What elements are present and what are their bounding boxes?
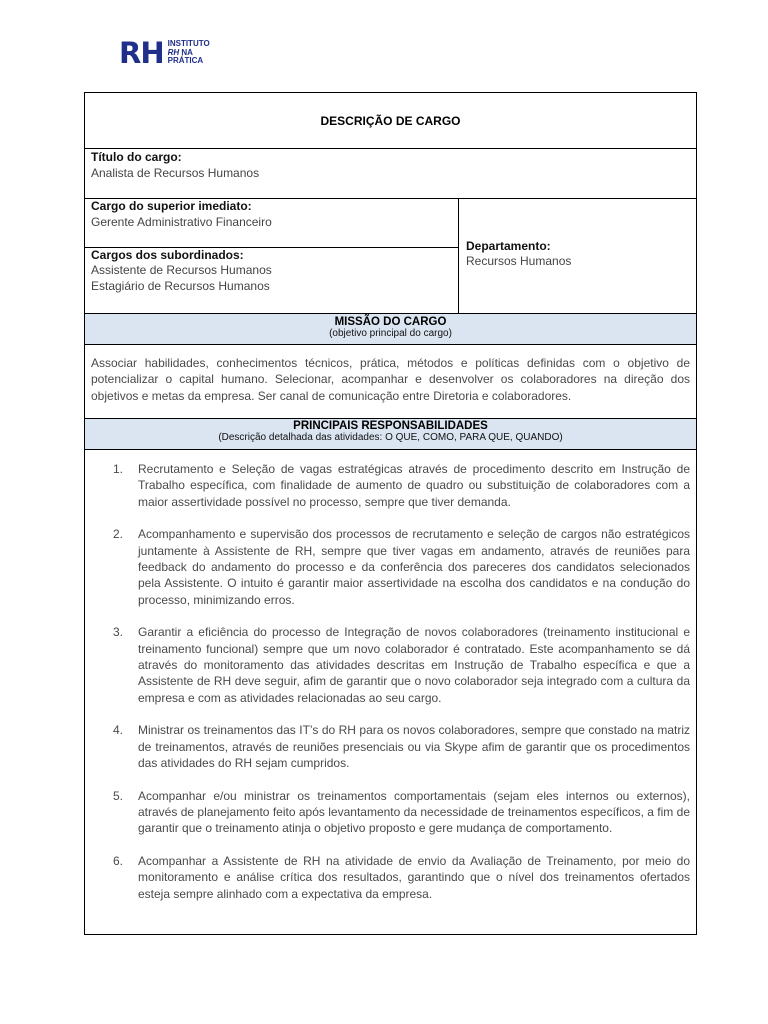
logo-wordmark: INSTITUTO RH NA PRÁTICA xyxy=(167,39,210,66)
department-label: Departamento: xyxy=(466,239,551,253)
list-item: 2. Acompanhamento e supervisão dos processos de recrutamento e seleção de cargos não estratégicos juntamente à Assistente de RH, sempre que tiver vagas em andamento, através de reuniões para feedback do andamento do processo e da conferência dos pareceres dos candidatos selecionados pela Assistente. O intuito é garantir maior assertividade na escolha dos candidatos e na condução do processo, minimizando erros. xyxy=(113,527,690,607)
job-title-label: Título do cargo: xyxy=(91,150,182,164)
list-item: 1. Recrutamento e Seleção de vagas estratégicas através de procedimento descrito em Instrução de Trabalho específica, com finalidade de aumento de quadro ou substituição de colaboradores com a maior assertividade possível no processo, sempre que tiver demanda. xyxy=(113,462,690,509)
list-item: 4. Ministrar os treinamentos das IT’s do RH para os novos colaboradores, sempre que constado na matriz de treinamentos, através de reuniões presenciais ou via Skype afim de garantir que os procedimentos das atividades do RH sejam cumpridos. xyxy=(113,723,690,771)
department-cell xyxy=(460,239,577,268)
subordinates-label: Cargos dos subordinados: xyxy=(91,248,244,262)
job-title-section xyxy=(85,149,696,199)
responsibilities-heading: PRINCIPAIS RESPONSABILIDADES xyxy=(293,420,488,432)
mission-heading: MISSÃO DO CARGO xyxy=(334,316,447,328)
mission-subheading: (objetivo principal do cargo) xyxy=(329,328,452,339)
superior-value: Gerente Administrativo Financeiro xyxy=(91,215,272,229)
list-item: 5. Acompanhar e/ou ministrar os treinamentos comportamentais (sejam eles internos ou externos), através de planejamento feito após levantamento da necessidade de treinamentos específicos, a fim de garantir que o treinamento atinja o objetivo proposto e gere mudança de comportamento. xyxy=(113,788,690,836)
responsibilities-section xyxy=(85,450,696,934)
responsibilities-subheading: (Descrição detalhada das atividades: O QUE, COMO, PARA QUE, QUANDO) xyxy=(218,432,563,443)
superior-label: Cargo do superior imediato: xyxy=(91,199,252,213)
mission-section xyxy=(85,345,696,419)
subordinate-item: Assistente de Recursos Humanos xyxy=(91,263,272,277)
responsibilities-list xyxy=(85,461,696,902)
institute-logo xyxy=(119,36,210,70)
job-description-form xyxy=(84,92,697,935)
mission-text: Associar habilidades, conhecimentos técnicos, prática, métodos e políticas definidas com o objetivo de potencializar o capital humano. Selecionar, acompanhar e desenvolver os colaboradores na direção dos objetivos e metas da empresa. Ser canal de comunicação entre Diretoria e colaboradores. xyxy=(91,356,690,403)
superior-cell xyxy=(85,199,458,248)
responsibilities-header xyxy=(85,419,696,450)
subordinates-cell xyxy=(85,248,458,313)
hierarchy-section xyxy=(85,199,696,314)
department-value: Recursos Humanos xyxy=(466,254,572,268)
subordinate-item: Estagiário de Recursos Humanos xyxy=(91,279,270,293)
logo-mark: RH xyxy=(119,36,164,70)
mission-header xyxy=(85,314,696,345)
list-item: 3. Garantir a eficiência do processo de Integração de novos colaboradores (treinamento institucional e treinamento funcional) sempre que um novo colaborador é contratado. Este acompanhamento se dá através do monitoramento das atividades descritas em Instrução de Trabalho específica e que a Assistente de RH deve seguir, afim de garantir que o novo colaborador seja integrado com a cultura da empresa e com as atividades relacionadas ao seu cargo. xyxy=(113,625,690,705)
document-title: DESCRIÇÃO DE CARGO xyxy=(85,93,696,149)
list-item: 6. Acompanhar a Assistente de RH na atividade de envio da Avaliação de Treinamento, por meio do monitoramento e análise crítica dos resultados, garantindo que o nível dos treinamentos ofertados esteja sempre alinhado com a expectativa da empresa. xyxy=(113,853,690,901)
job-title-value: Analista de Recursos Humanos xyxy=(91,166,260,180)
